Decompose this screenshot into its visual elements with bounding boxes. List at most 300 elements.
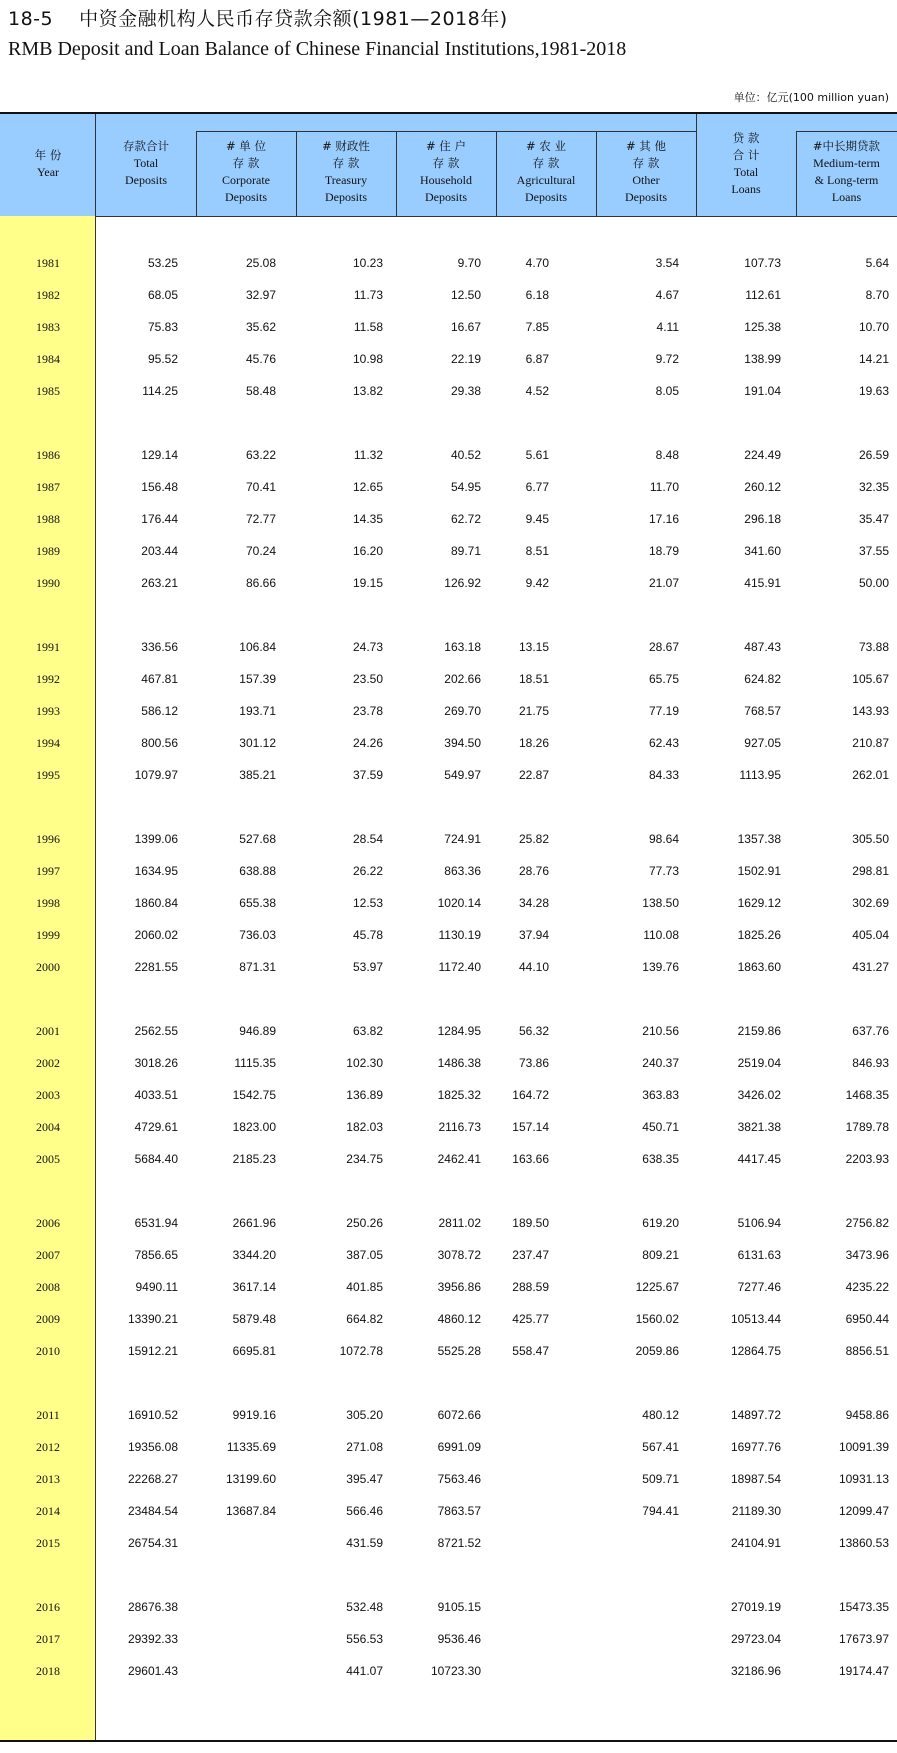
- total-loans-cell: 1863.60: [737, 960, 781, 974]
- other-deposits-cell: 65.75: [648, 672, 679, 686]
- total-loans-cell: 32186.96: [730, 1664, 781, 1678]
- household-deposits-cell: 1172.40: [438, 960, 481, 974]
- year-cell: 1986: [36, 448, 60, 462]
- table-row: [0, 256, 897, 276]
- treasury-deposits-cell: 11.58: [353, 320, 383, 334]
- other-deposits-cell: 480.12: [642, 1408, 679, 1422]
- corporate-deposits-cell: 736.03: [239, 928, 276, 942]
- table-row: [0, 640, 897, 660]
- agricultural-deposits-cell: 25.82: [518, 832, 549, 846]
- table-row: [0, 1536, 897, 1556]
- year-cell: 1989: [36, 544, 60, 558]
- corporate-deposits-cell: 157.39: [239, 672, 276, 686]
- year-cell: 1996: [36, 832, 60, 846]
- year-cell: 1995: [36, 768, 60, 782]
- household-deposits-cell: 9105.15: [437, 1600, 481, 1614]
- total-deposits-cell: 4729.61: [134, 1120, 178, 1134]
- agricultural-deposits-cell: 6.18: [525, 288, 549, 302]
- household-deposits-cell: 6991.09: [437, 1440, 481, 1454]
- header-treasury-cn2: 存 款: [332, 156, 360, 170]
- year-cell: 1981: [36, 256, 60, 270]
- medium-long-loans-cell: 10091.39: [838, 1440, 889, 1454]
- treasury-deposits-cell: 12.65: [352, 480, 383, 494]
- header-other-en2: Deposits: [625, 190, 667, 204]
- corporate-deposits-cell: 70.24: [245, 544, 276, 558]
- total-deposits-cell: 129.14: [141, 448, 178, 462]
- corporate-deposits-cell: 871.31: [239, 960, 276, 974]
- agricultural-deposits-cell: 73.86: [518, 1056, 549, 1070]
- header-divider: [796, 131, 797, 216]
- table-row: [0, 960, 897, 980]
- household-deposits-cell: 2462.41: [437, 1152, 481, 1166]
- year-cell: 2013: [36, 1472, 60, 1486]
- other-deposits-cell: 240.37: [642, 1056, 679, 1070]
- total-loans-cell: 6131.63: [737, 1248, 781, 1262]
- agricultural-deposits-cell: 5.61: [525, 448, 549, 462]
- treasury-deposits-cell: 19.15: [352, 576, 383, 590]
- medium-long-loans-cell: 14.21: [858, 352, 889, 366]
- agricultural-deposits-cell: 22.87: [518, 768, 549, 782]
- treasury-deposits-cell: 136.89: [346, 1088, 383, 1102]
- total-deposits-cell: 203.44: [141, 544, 178, 558]
- household-deposits-cell: 62.72: [450, 512, 481, 526]
- medium-long-loans-cell: 210.87: [852, 736, 889, 750]
- table-row: [0, 928, 897, 948]
- other-deposits-cell: 4.11: [656, 320, 679, 334]
- household-deposits-cell: 4860.12: [437, 1312, 481, 1326]
- other-deposits-cell: 2059.86: [635, 1344, 679, 1358]
- total-deposits-cell: 29392.33: [127, 1632, 178, 1646]
- household-deposits-cell: 89.71: [450, 544, 481, 558]
- total-loans-cell: 2159.86: [737, 1024, 781, 1038]
- total-loans-cell: 18987.54: [730, 1472, 781, 1486]
- header-total-deposits-en2: Deposits: [125, 173, 167, 187]
- table-row: [0, 1152, 897, 1172]
- medium-long-loans-cell: 35.47: [858, 512, 889, 526]
- total-loans-cell: 415.91: [744, 576, 781, 590]
- medium-long-loans-cell: 302.69: [852, 896, 889, 910]
- agricultural-deposits-cell: 189.50: [512, 1216, 549, 1230]
- treasury-deposits-cell: 664.82: [346, 1312, 383, 1326]
- corporate-deposits-cell: 11335.69: [226, 1440, 276, 1454]
- treasury-deposits-cell: 566.46: [346, 1504, 383, 1518]
- total-deposits-cell: 586.12: [141, 704, 178, 718]
- agricultural-deposits-cell: 21.75: [518, 704, 549, 718]
- header-corporate-en2: Deposits: [225, 190, 267, 204]
- total-loans-cell: 138.99: [744, 352, 781, 366]
- header-corporate-cn1: # 单 位: [226, 139, 266, 153]
- corporate-deposits-cell: 13199.60: [225, 1472, 276, 1486]
- treasury-deposits-cell: 250.26: [346, 1216, 383, 1230]
- corporate-deposits-cell: 385.21: [239, 768, 276, 782]
- total-loans-cell: 27019.19: [730, 1600, 781, 1614]
- other-deposits-cell: 794.41: [642, 1504, 679, 1518]
- medium-long-loans-cell: 32.35: [858, 480, 889, 494]
- total-loans-cell: 10513.44: [730, 1312, 781, 1326]
- agricultural-deposits-cell: 163.66: [512, 1152, 549, 1166]
- table-row: [0, 1216, 897, 1236]
- medium-long-loans-cell: 3473.96: [845, 1248, 889, 1262]
- total-deposits-cell: 68.05: [147, 288, 178, 302]
- treasury-deposits-cell: 11.73: [353, 288, 383, 302]
- header-subgroup-line: [796, 131, 897, 132]
- table-row: [0, 1664, 897, 1684]
- year-cell: 2008: [36, 1280, 60, 1294]
- table-row: [0, 896, 897, 916]
- treasury-deposits-cell: 102.30: [346, 1056, 383, 1070]
- corporate-deposits-cell: 193.71: [239, 704, 276, 718]
- medium-long-loans-cell: 9458.86: [845, 1408, 889, 1422]
- corporate-deposits-cell: 58.48: [245, 384, 276, 398]
- total-loans-cell: 296.18: [744, 512, 781, 526]
- header-other: [596, 138, 696, 206]
- header-total-deposits-en1: Total: [133, 156, 159, 170]
- household-deposits-cell: 29.38: [450, 384, 481, 398]
- year-cell: 1984: [36, 352, 60, 366]
- treasury-deposits-cell: 24.26: [352, 736, 383, 750]
- other-deposits-cell: 21.07: [648, 576, 679, 590]
- medium-long-loans-cell: 1468.35: [845, 1088, 889, 1102]
- other-deposits-cell: 98.64: [648, 832, 679, 846]
- agricultural-deposits-cell: 9.45: [525, 512, 549, 526]
- corporate-deposits-cell: 5879.48: [232, 1312, 276, 1326]
- treasury-deposits-cell: 23.50: [352, 672, 383, 686]
- medium-long-loans-cell: 143.93: [852, 704, 889, 718]
- header-divider: [396, 131, 397, 216]
- year-cell: 2012: [36, 1440, 60, 1454]
- total-loans-cell: 2519.04: [737, 1056, 781, 1070]
- header-corporate-en1: Corporate: [222, 173, 270, 187]
- household-deposits-cell: 10723.30: [430, 1664, 481, 1678]
- household-deposits-cell: 1020.14: [437, 896, 481, 910]
- agricultural-deposits-cell: 8.51: [525, 544, 549, 558]
- table-row: [0, 768, 897, 788]
- treasury-deposits-cell: 395.47: [346, 1472, 383, 1486]
- total-deposits-cell: 26754.31: [127, 1536, 178, 1550]
- treasury-deposits-cell: 37.59: [352, 768, 383, 782]
- corporate-deposits-cell: 106.84: [239, 640, 276, 654]
- total-loans-cell: 191.04: [744, 384, 781, 398]
- treasury-deposits-cell: 271.08: [346, 1440, 383, 1454]
- other-deposits-cell: 567.41: [642, 1440, 679, 1454]
- agricultural-deposits-cell: 6.87: [525, 352, 549, 366]
- header-medium-long-en1: Medium-term: [813, 156, 880, 170]
- agricultural-deposits-cell: 37.94: [518, 928, 549, 942]
- header-medium-long-cn: #中长期贷款: [812, 139, 881, 153]
- table-row: [0, 704, 897, 724]
- year-cell: 2005: [36, 1152, 60, 1166]
- table-row: [0, 1600, 897, 1620]
- total-deposits-cell: 336.56: [141, 640, 178, 654]
- year-cell: 1992: [36, 672, 60, 686]
- other-deposits-cell: 450.71: [642, 1120, 679, 1134]
- other-deposits-cell: 3.54: [655, 256, 679, 270]
- total-loans-cell: 16977.76: [730, 1440, 781, 1454]
- treasury-deposits-cell: 387.05: [346, 1248, 383, 1262]
- medium-long-loans-cell: 10.70: [858, 320, 889, 334]
- medium-long-loans-cell: 19174.47: [838, 1664, 889, 1678]
- total-loans-cell: 3426.02: [737, 1088, 781, 1102]
- header-divider: [296, 131, 297, 216]
- medium-long-loans-cell: 13860.53: [838, 1536, 889, 1550]
- year-cell: 1993: [36, 704, 60, 718]
- total-deposits-cell: 156.48: [141, 480, 178, 494]
- treasury-deposits-cell: 234.75: [346, 1152, 383, 1166]
- table-row: [0, 1248, 897, 1268]
- corporate-deposits-cell: 3617.14: [232, 1280, 276, 1294]
- table-number: 18-5: [8, 8, 54, 30]
- table-row: [0, 1504, 897, 1524]
- table-row: [0, 448, 897, 468]
- total-deposits-cell: 2281.55: [134, 960, 178, 974]
- header-treasury: [296, 138, 396, 206]
- year-cell: 2010: [36, 1344, 60, 1358]
- header-divider: [95, 114, 96, 216]
- household-deposits-cell: 6072.66: [437, 1408, 481, 1422]
- table-row: [0, 864, 897, 884]
- header-total-loans-cn1: 贷 款: [732, 131, 760, 145]
- treasury-deposits-cell: 305.20: [346, 1408, 383, 1422]
- household-deposits-cell: 3078.72: [437, 1248, 481, 1262]
- other-deposits-cell: 1560.02: [635, 1312, 679, 1326]
- year-cell: 2017: [36, 1632, 60, 1646]
- medium-long-loans-cell: 5.64: [865, 256, 889, 270]
- header-agricultural-cn1: # 农 业: [526, 139, 566, 153]
- total-deposits-cell: 467.81: [141, 672, 178, 686]
- total-deposits-cell: 1079.97: [134, 768, 178, 782]
- total-deposits-cell: 114.25: [142, 384, 178, 398]
- year-cell: 1983: [36, 320, 60, 334]
- agricultural-deposits-cell: 13.15: [518, 640, 549, 654]
- household-deposits-cell: 54.95: [450, 480, 481, 494]
- agricultural-deposits-cell: 6.77: [525, 480, 549, 494]
- other-deposits-cell: 11.70: [649, 480, 679, 494]
- agricultural-deposits-cell: 28.76: [518, 864, 549, 878]
- corporate-deposits-cell: 86.66: [245, 576, 276, 590]
- treasury-deposits-cell: 63.82: [352, 1024, 383, 1038]
- medium-long-loans-cell: 8856.51: [845, 1344, 889, 1358]
- table-row: [0, 384, 897, 404]
- corporate-deposits-cell: 9919.16: [232, 1408, 276, 1422]
- household-deposits-cell: 863.36: [444, 864, 481, 878]
- total-loans-cell: 1113.95: [739, 768, 781, 782]
- corporate-deposits-cell: 655.38: [239, 896, 276, 910]
- household-deposits-cell: 1825.32: [437, 1088, 481, 1102]
- other-deposits-cell: 28.67: [648, 640, 679, 654]
- total-loans-cell: 21189.30: [731, 1504, 781, 1518]
- other-deposits-cell: 210.56: [642, 1024, 679, 1038]
- medium-long-loans-cell: 8.70: [865, 288, 889, 302]
- total-deposits-cell: 263.21: [141, 576, 178, 590]
- total-deposits-cell: 6531.94: [134, 1216, 178, 1230]
- agricultural-deposits-cell: 4.70: [525, 256, 549, 270]
- table-row: [0, 1120, 897, 1140]
- table-row: [0, 480, 897, 500]
- total-deposits-cell: 15912.21: [127, 1344, 178, 1358]
- table-row: [0, 832, 897, 852]
- treasury-deposits-cell: 401.85: [346, 1280, 383, 1294]
- header-agricultural-cn2: 存 款: [532, 156, 560, 170]
- header-treasury-cn1: # 财政性: [322, 139, 370, 153]
- agricultural-deposits-cell: 9.42: [525, 576, 549, 590]
- medium-long-loans-cell: 431.27: [852, 960, 889, 974]
- household-deposits-cell: 394.50: [444, 736, 481, 750]
- table-title-en: RMB Deposit and Loan Balance of Chinese Financial Institutions,1981-2018: [8, 38, 627, 60]
- header-corporate: [196, 138, 296, 206]
- total-loans-cell: 3821.38: [737, 1120, 781, 1134]
- household-deposits-cell: 1130.19: [438, 928, 481, 942]
- medium-long-loans-cell: 37.55: [858, 544, 889, 558]
- header-other-cn2: 存 款: [632, 156, 660, 170]
- header-corporate-cn2: 存 款: [232, 156, 260, 170]
- household-deposits-cell: 2116.73: [438, 1120, 481, 1134]
- year-cell: 1990: [36, 576, 60, 590]
- corporate-deposits-cell: 35.62: [245, 320, 276, 334]
- household-deposits-cell: 22.19: [450, 352, 481, 366]
- agricultural-deposits-cell: 18.26: [518, 736, 549, 750]
- medium-long-loans-cell: 6950.44: [845, 1312, 889, 1326]
- total-deposits-cell: 1399.06: [134, 832, 178, 846]
- header-divider: [196, 131, 197, 216]
- agricultural-deposits-cell: 237.47: [512, 1248, 549, 1262]
- medium-long-loans-cell: 26.59: [858, 448, 889, 462]
- treasury-deposits-cell: 10.23: [352, 256, 383, 270]
- total-loans-cell: 927.05: [744, 736, 781, 750]
- year-cell: 2004: [36, 1120, 60, 1134]
- header-divider: [496, 131, 497, 216]
- household-deposits-cell: 9536.46: [437, 1632, 481, 1646]
- corporate-deposits-cell: 13687.84: [225, 1504, 276, 1518]
- agricultural-deposits-cell: 7.85: [525, 320, 549, 334]
- other-deposits-cell: 18.79: [648, 544, 679, 558]
- other-deposits-cell: 138.50: [642, 896, 679, 910]
- total-deposits-cell: 19356.08: [127, 1440, 178, 1454]
- year-cell: 2007: [36, 1248, 60, 1262]
- other-deposits-cell: 77.73: [648, 864, 679, 878]
- year-cell: 2016: [36, 1600, 60, 1614]
- household-deposits-cell: 163.18: [444, 640, 481, 654]
- medium-long-loans-cell: 73.88: [858, 640, 889, 654]
- table-row: [0, 544, 897, 564]
- header-total-loans: [696, 130, 796, 198]
- total-deposits-cell: 2562.55: [134, 1024, 178, 1038]
- household-deposits-cell: 40.52: [450, 448, 481, 462]
- medium-long-loans-cell: 12099.47: [838, 1504, 889, 1518]
- header-total-deposits-cn: 存款合计: [123, 139, 169, 153]
- medium-long-loans-cell: 262.01: [852, 768, 889, 782]
- total-loans-cell: 107.73: [744, 256, 781, 270]
- medium-long-loans-cell: 15473.35: [838, 1600, 889, 1614]
- other-deposits-cell: 809.21: [642, 1248, 679, 1262]
- total-loans-cell: 125.38: [744, 320, 781, 334]
- other-deposits-cell: 8.48: [655, 448, 679, 462]
- household-deposits-cell: 126.92: [444, 576, 481, 590]
- year-cell: 2001: [36, 1024, 60, 1038]
- treasury-deposits-cell: 45.78: [352, 928, 383, 942]
- corporate-deposits-cell: 2185.23: [232, 1152, 276, 1166]
- corporate-deposits-cell: 527.68: [239, 832, 276, 846]
- total-loans-cell: 14897.72: [730, 1408, 781, 1422]
- title-cn-text: 中资金融机构人民币存贷款余额(1981—2018年): [79, 8, 508, 30]
- treasury-deposits-cell: 13.82: [352, 384, 383, 398]
- year-cell: 1998: [36, 896, 60, 910]
- header-household-cn2: 存 款: [432, 156, 460, 170]
- other-deposits-cell: 638.35: [642, 1152, 679, 1166]
- bottom-rule: [0, 1740, 897, 1742]
- table-row: [0, 736, 897, 756]
- table-row: [0, 512, 897, 532]
- total-loans-cell: 29723.04: [730, 1632, 781, 1646]
- year-cell: 1997: [36, 864, 60, 878]
- total-loans-cell: 112.61: [745, 288, 781, 302]
- total-loans-cell: 1502.91: [737, 864, 781, 878]
- header-agricultural: [496, 138, 596, 206]
- year-cell: 2002: [36, 1056, 60, 1070]
- total-deposits-cell: 176.44: [141, 512, 178, 526]
- corporate-deposits-cell: 32.97: [245, 288, 276, 302]
- total-loans-cell: 1629.12: [737, 896, 781, 910]
- total-loans-cell: 624.82: [744, 672, 781, 686]
- table-row: [0, 672, 897, 692]
- table-row: [0, 1472, 897, 1492]
- total-deposits-cell: 13390.21: [127, 1312, 178, 1326]
- total-loans-cell: 224.49: [744, 448, 781, 462]
- household-deposits-cell: 12.50: [450, 288, 481, 302]
- total-deposits-cell: 53.25: [147, 256, 178, 270]
- corporate-deposits-cell: 2661.96: [232, 1216, 276, 1230]
- household-deposits-cell: 7563.46: [437, 1472, 481, 1486]
- total-loans-cell: 4417.45: [737, 1152, 781, 1166]
- medium-long-loans-cell: 405.04: [852, 928, 889, 942]
- total-loans-cell: 24104.91: [730, 1536, 781, 1550]
- other-deposits-cell: 8.05: [655, 384, 679, 398]
- treasury-deposits-cell: 431.59: [346, 1536, 383, 1550]
- total-deposits-cell: 5684.40: [134, 1152, 178, 1166]
- medium-long-loans-cell: 50.00: [858, 576, 889, 590]
- table-row: [0, 1632, 897, 1652]
- table-row: [0, 352, 897, 372]
- corporate-deposits-cell: 946.89: [239, 1024, 276, 1038]
- agricultural-deposits-cell: 56.32: [518, 1024, 549, 1038]
- header-other-en1: Other: [632, 173, 660, 187]
- year-cell: 1994: [36, 736, 60, 750]
- table-row: [0, 1440, 897, 1460]
- table-header: [0, 114, 897, 217]
- corporate-deposits-cell: 72.77: [245, 512, 276, 526]
- other-deposits-cell: 4.67: [655, 288, 679, 302]
- header-total-loans-en1: Total: [733, 165, 759, 179]
- header-household-cn1: # 住 户: [426, 139, 466, 153]
- other-deposits-cell: 77.19: [648, 704, 679, 718]
- header-agricultural-en2: Deposits: [525, 190, 567, 204]
- header-year-cn: 年 份: [34, 148, 62, 162]
- total-deposits-cell: 800.56: [141, 736, 178, 750]
- year-cell: 2014: [36, 1504, 60, 1518]
- total-loans-cell: 1825.26: [737, 928, 781, 942]
- treasury-deposits-cell: 12.53: [352, 896, 383, 910]
- corporate-deposits-cell: 63.22: [245, 448, 276, 462]
- household-deposits-cell: 1284.95: [437, 1024, 481, 1038]
- medium-long-loans-cell: 637.76: [852, 1024, 889, 1038]
- corporate-deposits-cell: 1542.75: [232, 1088, 276, 1102]
- medium-long-loans-cell: 2203.93: [845, 1152, 889, 1166]
- year-cell: 2000: [36, 960, 60, 974]
- table-row: [0, 576, 897, 596]
- treasury-deposits-cell: 556.53: [346, 1632, 383, 1646]
- household-deposits-cell: 8721.52: [437, 1536, 481, 1550]
- agricultural-deposits-cell: 164.72: [512, 1088, 549, 1102]
- treasury-deposits-cell: 53.97: [352, 960, 383, 974]
